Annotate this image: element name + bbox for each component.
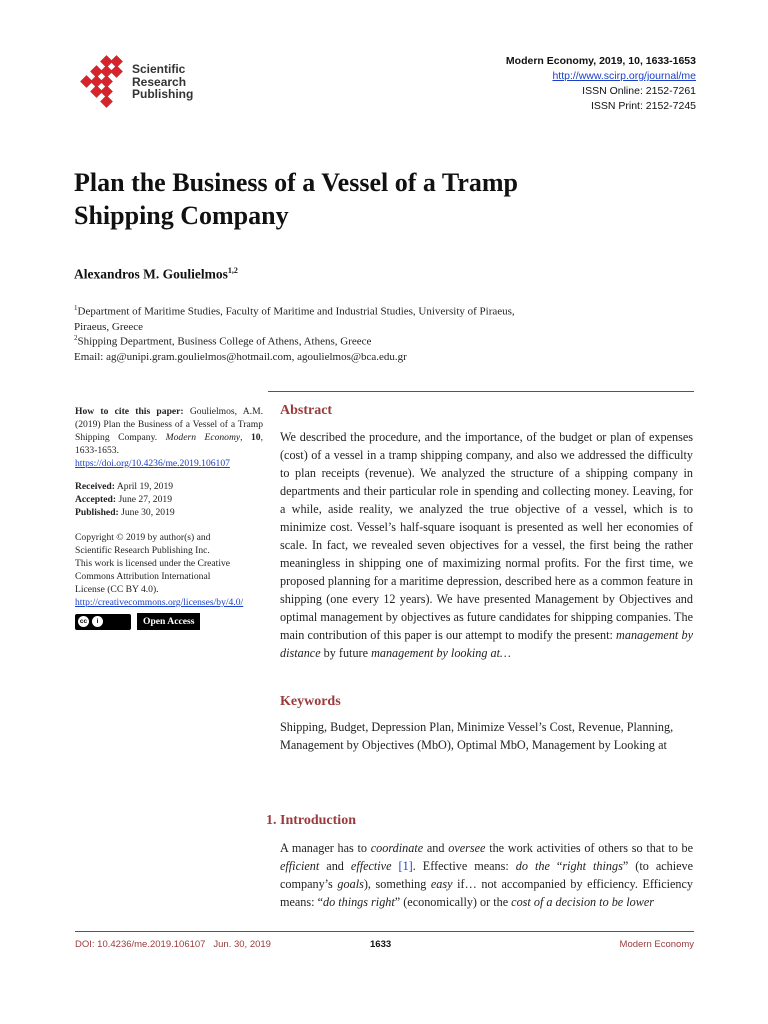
received-label: Received: <box>75 481 115 492</box>
intro-italic: cost of a decision to be lower <box>511 895 655 909</box>
affiliation-text: Piraeus, Greece <box>74 320 144 333</box>
copyright-line: Commons Attribution International <box>75 571 211 582</box>
introduction-text <box>280 839 693 911</box>
publisher-logo <box>76 55 226 111</box>
paper-title <box>74 166 694 232</box>
reference-link[interactable]: [1] <box>398 859 413 873</box>
publisher-name-line: Research <box>132 74 187 89</box>
paper-title-line: Shipping Company <box>74 201 289 230</box>
affiliation-text: Shipping Department, Business College of Athens, Athens, Greece <box>77 335 372 348</box>
intro-italic: right things <box>562 859 623 873</box>
abstract-text-part: by future <box>323 646 369 660</box>
copyright-line: Scientific Research Publishing Inc. <box>75 545 210 556</box>
footer-doi-date <box>75 939 271 950</box>
section-divider <box>268 391 694 392</box>
abstract-text <box>280 428 693 662</box>
intro-text: ), something <box>363 877 427 891</box>
footer-doi: DOI: 10.4236/me.2019.106107 <box>75 939 206 950</box>
cite-journal: Modern Economy <box>165 432 241 443</box>
intro-text: . Effective means: <box>412 859 509 873</box>
intro-text: ” <box>622 859 629 873</box>
intro-text: “ <box>556 859 563 873</box>
published-label: Published: <box>75 507 119 518</box>
keywords-heading: Keywords <box>280 694 341 709</box>
accepted-label: Accepted: <box>75 494 117 505</box>
publisher-name-line: Scientific <box>132 62 186 76</box>
published-date: June 30, 2019 <box>121 507 175 518</box>
intro-italic: easy <box>430 877 453 891</box>
intro-text: ” (economically) or the <box>394 895 509 909</box>
affiliation-1 <box>74 301 574 335</box>
journal-url-link[interactable]: http://www.scirp.org/journal/me <box>552 70 696 82</box>
affiliation-mark: 2 <box>74 334 78 342</box>
intro-italic: efficient <box>280 859 320 873</box>
license-badges <box>75 613 263 630</box>
intro-text: the work activities of others so that to be <box>489 841 694 855</box>
keywords-text: Shipping, Budget, Depression Plan, Minimize Vessel’s Cost, Revenue, Planning, Management by Objectives (MbO), Optimal MbO, Management by Looking at <box>280 720 674 752</box>
accepted-date: June 27, 2019 <box>118 494 172 505</box>
publisher-name <box>132 63 193 101</box>
copyright-notice <box>75 531 263 609</box>
intro-italic: goals <box>337 877 364 891</box>
intro-italic: do the <box>515 859 550 873</box>
paper-title-line: Plan the Business of a Vessel of a Tramp <box>74 168 518 197</box>
intro-italic: coordinate <box>370 841 424 855</box>
abstract-text-part: We described the procedure, and the importance, of the budget or plan of expenses (cost) of a vessel in a tramp shipping company, and also we addressed the difficulty to plan receipts (revenue). We analyzed the structure of a shipping company in departments and their particular role in spending and collecting money. Leaving, for a while, aside reality, we analyzed the true objective of a vessel, which is to minimize cost. Vessel’s half-square isoquant is presented as well her economies of scale. In fact, we revealed seven objectives for a vessel, the first being the rather meaningless in shipping one of maximizing normal profits. For the first time, we proposed planning for a maritime depression, described here as a common feature in shipping (one every 12 years). We have presented Management by Objectives and optimal management by objectives as future candidates for shipping companies. The main contribution of this paper is our attempt to modify the present: <box>280 430 693 642</box>
cc-by-badge[interactable] <box>75 614 131 630</box>
journal-info <box>506 54 696 114</box>
cite-volume: 10 <box>251 432 261 443</box>
footer-divider <box>75 931 694 932</box>
received-date: April 19, 2019 <box>116 481 174 492</box>
abstract-italic: management by distance <box>280 628 694 660</box>
affiliation-text: Department of Maritime Studies, Faculty of Maritime and Industrial Studies, University of Piraeus, <box>77 305 515 318</box>
intro-text: if… not accompanied by efficiency. Efficiency means: “ <box>280 877 694 909</box>
introduction-heading: 1. Introduction <box>266 813 356 828</box>
footer-date: Jun. 30, 2019 <box>213 939 271 950</box>
author-affiliation-marks: 1,2 <box>227 266 238 275</box>
journal-citation: Modern Economy, 2019, 10, 1633-1653 <box>505 55 696 67</box>
intro-italic: do things right <box>322 895 395 909</box>
copyright-line: Copyright © 2019 by author(s) and <box>75 532 211 543</box>
open-access-badge: Open Access <box>137 613 200 630</box>
license-link[interactable]: http://creativecommons.org/licenses/by/4.0/ <box>75 597 244 608</box>
copyright-line: This work is licensed under the Creative <box>75 558 231 569</box>
intro-text: (to achieve company’s <box>280 859 694 891</box>
publisher-name-line: Publishing <box>132 87 194 101</box>
affiliation-mark: 1 <box>74 304 78 312</box>
intro-text: and <box>326 859 344 873</box>
intro-text: A manager has to <box>280 841 368 855</box>
article-info-sidebar <box>75 405 263 630</box>
affiliation-2 <box>74 331 574 350</box>
publisher-logo-icon <box>76 55 132 111</box>
cite-text: Goulielmos, A.M. (2019) Plan the Business of a Vessel of a Tramp Shipping Company. <box>75 406 264 443</box>
copyright-line: License (CC BY 4.0). <box>75 584 159 595</box>
how-to-cite: How to cite this paper: Goulielmos, A.M. (2019) Plan the Business of a Vessel of a Tramp Shipping Company. Modern Economy, 10, 1633-1653. https://doi.org/10.4236/me.2019.106107 <box>75 406 264 469</box>
attribution-icon: i <box>92 616 103 627</box>
cite-pages: , 1633-1653. <box>75 432 263 456</box>
intro-italic: effective <box>350 859 392 873</box>
cc-icon: cc <box>79 618 88 625</box>
intro-italic: oversee <box>448 841 486 855</box>
footer-journal: Modern Economy <box>619 939 694 950</box>
cite-label: How to cite this paper: <box>75 406 184 417</box>
author-name <box>74 266 238 283</box>
abstract-heading: Abstract <box>280 403 333 418</box>
issn-print: ISSN Print: 2152-7245 <box>590 100 696 112</box>
intro-text: and <box>426 841 445 855</box>
page-number: 1633 <box>370 939 392 950</box>
cite-doi-link[interactable]: https://doi.org/10.4236/me.2019.106107 <box>75 458 230 469</box>
author-email: Email: ag@unipi.gram.goulielmos@hotmail.com, agoulielmos@bca.edu.gr <box>74 351 407 363</box>
article-dates <box>75 480 263 519</box>
issn-online: ISSN Online: 2152-7261 <box>582 85 696 97</box>
abstract-italic: management by looking at… <box>371 646 511 660</box>
author-name-text: Alexandros M. Goulielmos <box>74 266 228 282</box>
